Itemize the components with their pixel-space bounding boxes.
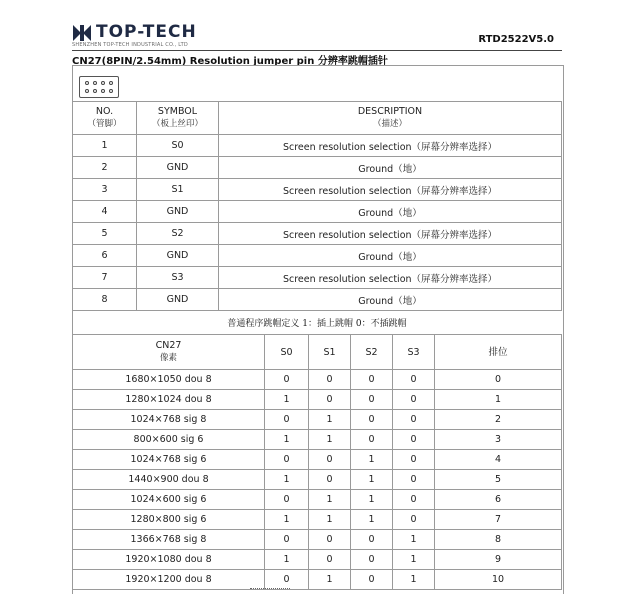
resolution-table	[72, 334, 562, 590]
pin-no: 3	[73, 179, 137, 201]
rank-value: 0	[435, 370, 562, 390]
connector-diagram	[79, 76, 119, 98]
s1-value: 0	[309, 550, 351, 570]
header-symbol-sub: （板上丝印）	[151, 119, 203, 129]
table-row	[73, 530, 562, 550]
resolution: 1920×1080 dou 8	[73, 550, 265, 570]
pin-icon	[109, 81, 113, 85]
resolution: 1280×1024 dou 8	[73, 390, 265, 410]
pin-no: 6	[73, 245, 137, 267]
s0-value: 1	[265, 550, 309, 570]
s2-value: 0	[351, 530, 393, 550]
pin-description: Screen resolution selection（屏幕分辨率选择）	[219, 223, 562, 245]
rank-value: 1	[435, 390, 562, 410]
pin-table-header	[73, 102, 562, 135]
resolution: 1366×768 sig 8	[73, 530, 265, 550]
pin-icon	[93, 81, 97, 85]
s3-value: 0	[393, 390, 435, 410]
brand-name: TOP-TECH	[96, 22, 197, 42]
s0-value: 1	[265, 470, 309, 490]
s0-value: 0	[265, 570, 309, 590]
section-title: CN27(8PIN/2.54mm) Resolution jumper pin 分辨率跳帽插针	[72, 56, 388, 67]
s2-value: 0	[351, 550, 393, 570]
pin-symbol: S0	[137, 135, 219, 157]
pin-no: 1	[73, 135, 137, 157]
header-s1: S1	[309, 335, 351, 370]
s3-value: 0	[393, 410, 435, 430]
header-description-sub: （描述）	[372, 119, 407, 129]
s2-value: 1	[351, 490, 393, 510]
table-row	[73, 570, 562, 590]
table-row	[73, 157, 562, 179]
pin-icon	[109, 89, 113, 93]
header-cn27: CN27 像素	[73, 335, 265, 370]
company-logo	[72, 22, 197, 48]
s1-value: 0	[309, 370, 351, 390]
table-row	[73, 490, 562, 510]
s2-value: 0	[351, 430, 393, 450]
resolution: 1920×1200 dou 8	[73, 570, 265, 590]
s3-value: 1	[393, 530, 435, 550]
rank-value: 8	[435, 530, 562, 550]
s2-value: 0	[351, 570, 393, 590]
s1-value: 0	[309, 470, 351, 490]
rank-value: 2	[435, 410, 562, 430]
table-row	[73, 410, 562, 430]
pin-no: 2	[73, 157, 137, 179]
s0-value: 1	[265, 390, 309, 410]
pin-description: Ground（地）	[219, 289, 562, 311]
resolution: 800×600 sig 6	[73, 430, 265, 450]
s0-value: 1	[265, 430, 309, 450]
header-no: NO. （管脚）	[73, 102, 137, 135]
s3-value: 0	[393, 470, 435, 490]
s3-value: 0	[393, 430, 435, 450]
s0-value: 0	[265, 530, 309, 550]
resolution: 1024×600 sig 6	[73, 490, 265, 510]
table-row	[73, 430, 562, 450]
s1-value: 0	[309, 390, 351, 410]
header-rank: 排位	[435, 335, 562, 370]
rank-value: 5	[435, 470, 562, 490]
s2-value: 0	[351, 410, 393, 430]
s0-value: 0	[265, 370, 309, 390]
page-cut-mark	[250, 588, 290, 591]
table-row	[73, 550, 562, 570]
rank-value: 10	[435, 570, 562, 590]
header-description: DESCRIPTION （描述）	[219, 102, 562, 135]
pin-icon	[85, 89, 89, 93]
pin-symbol: GND	[137, 289, 219, 311]
resolution: 1280×800 sig 6	[73, 510, 265, 530]
s2-value: 0	[351, 390, 393, 410]
pin-icon	[85, 81, 89, 85]
resolution: 1680×1050 dou 8	[73, 370, 265, 390]
table-row	[73, 370, 562, 390]
resolution: 1440×900 dou 8	[73, 470, 265, 490]
s1-value: 1	[309, 510, 351, 530]
table-row	[73, 135, 562, 157]
header-s2: S2	[351, 335, 393, 370]
table-row	[73, 450, 562, 470]
table-row	[73, 179, 562, 201]
pin-description: Ground（地）	[219, 201, 562, 223]
table-row	[73, 390, 562, 410]
table-row	[73, 510, 562, 530]
rank-value: 7	[435, 510, 562, 530]
model-number: RTD2522V5.0	[478, 34, 554, 45]
table-row	[73, 245, 562, 267]
s0-value: 0	[265, 410, 309, 430]
table-row	[73, 289, 562, 311]
s3-value: 0	[393, 370, 435, 390]
resolution: 1024×768 sig 6	[73, 450, 265, 470]
pin-symbol: GND	[137, 157, 219, 179]
pin-no: 7	[73, 267, 137, 289]
header-divider	[72, 50, 562, 51]
s0-value: 0	[265, 450, 309, 470]
pin-no: 5	[73, 223, 137, 245]
table-row	[73, 201, 562, 223]
table-row	[73, 470, 562, 490]
pin-symbol: S2	[137, 223, 219, 245]
s2-value: 1	[351, 450, 393, 470]
s0-value: 0	[265, 490, 309, 510]
header-s3: S3	[393, 335, 435, 370]
s2-value: 0	[351, 370, 393, 390]
s1-value: 1	[309, 410, 351, 430]
pin-description: Screen resolution selection（屏幕分辨率选择）	[219, 179, 562, 201]
resolution: 1024×768 sig 8	[73, 410, 265, 430]
rank-value: 6	[435, 490, 562, 510]
s3-value: 0	[393, 490, 435, 510]
pin-description: Screen resolution selection（屏幕分辨率选择）	[219, 135, 562, 157]
rank-value: 4	[435, 450, 562, 470]
pin-symbol: GND	[137, 201, 219, 223]
header-symbol: SYMBOL （板上丝印）	[137, 102, 219, 135]
s3-value: 0	[393, 450, 435, 470]
jumper-legend: 普通程序跳帽定义 1：插上跳帽 0：不插跳帽	[227, 319, 407, 329]
pin-icon	[101, 89, 105, 93]
pin-symbol: GND	[137, 245, 219, 267]
header-no-sub: （管脚）	[87, 119, 122, 129]
s2-value: 1	[351, 510, 393, 530]
brand-subtitle: SHENZHEN TOP-TECH INDUSTRIAL CO., LTD	[72, 42, 188, 48]
s1-value: 1	[309, 490, 351, 510]
pin-definition-table	[72, 101, 562, 311]
s3-value: 1	[393, 550, 435, 570]
spec-sheet	[72, 65, 564, 594]
s0-value: 1	[265, 510, 309, 530]
pin-symbol: S1	[137, 179, 219, 201]
header-cn27-sub: 像素	[159, 353, 177, 363]
pin-no: 8	[73, 289, 137, 311]
pin-icon	[93, 89, 97, 93]
resolution-table-header	[73, 335, 562, 370]
pin-symbol: S3	[137, 267, 219, 289]
pin-description: Ground（地）	[219, 157, 562, 179]
s1-value: 1	[309, 430, 351, 450]
s1-value: 0	[309, 530, 351, 550]
table-row	[73, 267, 562, 289]
pin-description: Screen resolution selection（屏幕分辨率选择）	[219, 267, 562, 289]
s2-value: 1	[351, 470, 393, 490]
pin-icon	[101, 81, 105, 85]
s1-value: 1	[309, 570, 351, 590]
top-tech-logo-icon	[72, 24, 92, 42]
table-row	[73, 223, 562, 245]
s1-value: 0	[309, 450, 351, 470]
pin-description: Ground（地）	[219, 245, 562, 267]
rank-value: 9	[435, 550, 562, 570]
s3-value: 0	[393, 510, 435, 530]
pin-no: 4	[73, 201, 137, 223]
rank-value: 3	[435, 430, 562, 450]
header-s0: S0	[265, 335, 309, 370]
s3-value: 1	[393, 570, 435, 590]
